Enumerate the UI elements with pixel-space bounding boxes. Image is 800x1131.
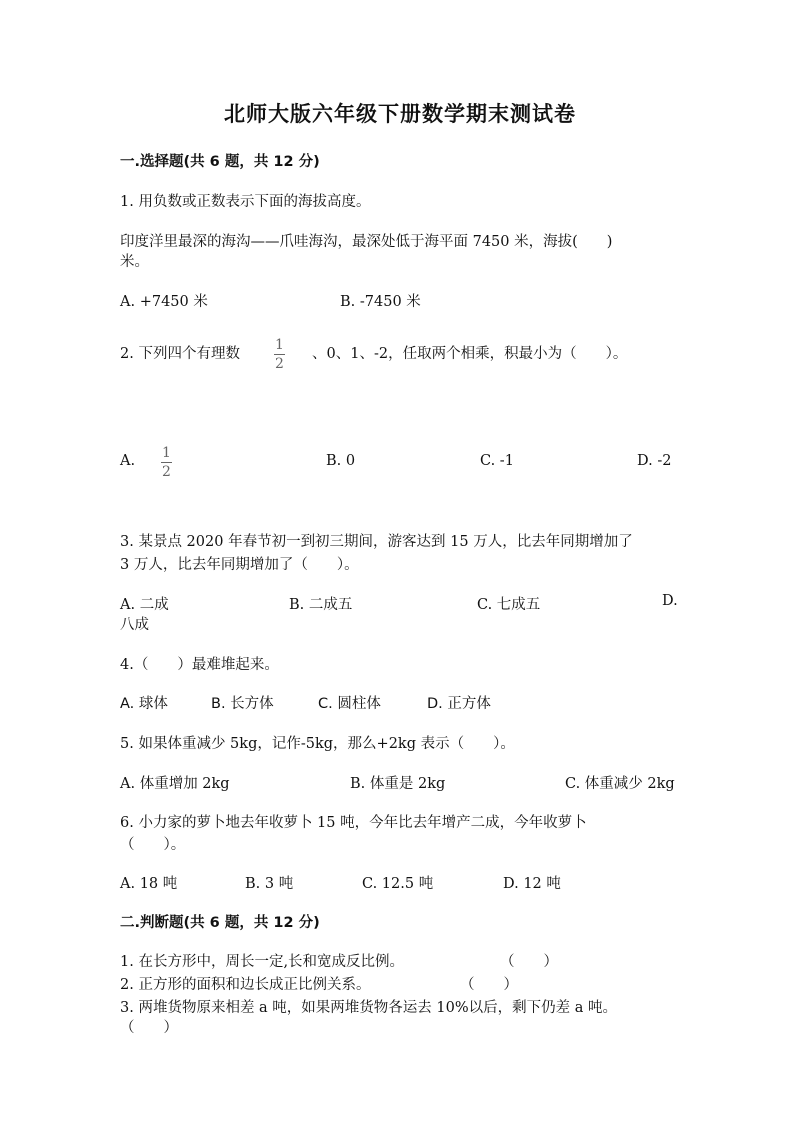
section-heading-choice: 一.选择题(共 6 题，共 12 分) [120,154,320,170]
question-2-option-b: B. 0 [326,453,356,469]
fraction-denominator: 2 [275,356,284,372]
fraction-numerator: 1 [275,337,284,353]
question-1-text-line2: 米。 [120,254,149,270]
question-1-option-a: A. +7450 米 [120,294,208,310]
question-6-line1: 6. 小力家的萝卜地去年收萝卜 15 吨，今年比去年增产二成，今年收萝卜 [120,815,587,831]
question-3-option-d: D. [662,593,678,609]
question-2-option-d: D. -2 [637,453,672,469]
question-2-option-a-fraction [161,446,172,479]
question-1-option-b: B. -7450 米 [340,294,421,310]
page-title: 北师大版六年级下册数学期末测试卷 [224,101,576,126]
question-4-option-d: D. 正方体 [427,696,491,712]
judgement-1-blank: （ ） [500,954,558,970]
question-5-stem: 5. 如果体重减少 5kg，记作-5kg，那么+2kg 表示（ ）。 [120,736,515,752]
question-5-option-a: A. 体重增加 2kg [120,776,230,792]
question-3-option-c: C. 七成五 [477,597,541,613]
question-2-option-a-label: A. [120,453,136,469]
fraction-bar [161,462,172,463]
question-2-stem-after: 、0、1、-2，任取两个相乘，积最小为（ ）。 [312,346,628,362]
question-3-line2: 3 万人，比去年同期增加了（ ）。 [120,557,359,573]
question-6-option-d: D. 12 吨 [503,876,561,892]
question-5-option-b: B. 体重是 2kg [350,776,446,792]
question-4-stem: 4.（ ）最难堆起来。 [120,657,279,673]
question-3-line1: 3. 某景点 2020 年春节初一到初三期间，游客达到 15 万人，比去年同期增加了 [120,534,633,550]
question-3-option-a: A. 二成 [120,597,169,613]
question-4-option-a: A. 球体 [120,696,168,712]
judgement-1-text: 1. 在长方形中，周长一定,长和宽成反比例。 [120,954,405,970]
judgement-3-text: 3. 两堆货物原来相差 a 吨，如果两堆货物各运去 10%以后，剩下仍差 a 吨。 [120,1000,618,1016]
judgement-3-blank: （ ） [120,1020,178,1036]
question-6-line2: （ ）。 [120,837,186,853]
question-1-text-line1: 印度洋里最深的海沟——爪哇海沟，最深处低于海平面 7450 米，海拔( ) [120,234,613,250]
judgement-2-blank: （ ） [460,977,518,993]
fraction-bar [274,354,285,355]
section-heading-judgement: 二.判断题(共 6 题，共 12 分) [120,915,320,931]
question-5-option-c: C. 体重减少 2kg [565,776,675,792]
question-6-option-b: B. 3 吨 [245,876,294,892]
question-1-stem: 1. 用负数或正数表示下面的海拔高度。 [120,194,371,210]
question-4-option-c: C. 圆柱体 [318,696,381,712]
question-2-stem-before: 2. 下列四个有理数 [120,346,240,362]
question-3-option-d-wrap: 八成 [120,617,149,633]
judgement-2-text: 2. 正方形的面积和边长成正比例关系。 [120,977,371,993]
question-6-option-a: A. 18 吨 [120,876,178,892]
fraction-denominator: 2 [162,464,171,480]
question-4-option-b: B. 长方体 [211,696,274,712]
question-2-fraction [274,338,285,371]
question-6-option-c: C. 12.5 吨 [362,876,434,892]
fraction-numerator: 1 [162,445,171,461]
question-2-option-c: C. -1 [480,453,514,469]
question-3-option-b: B. 二成五 [289,597,353,613]
